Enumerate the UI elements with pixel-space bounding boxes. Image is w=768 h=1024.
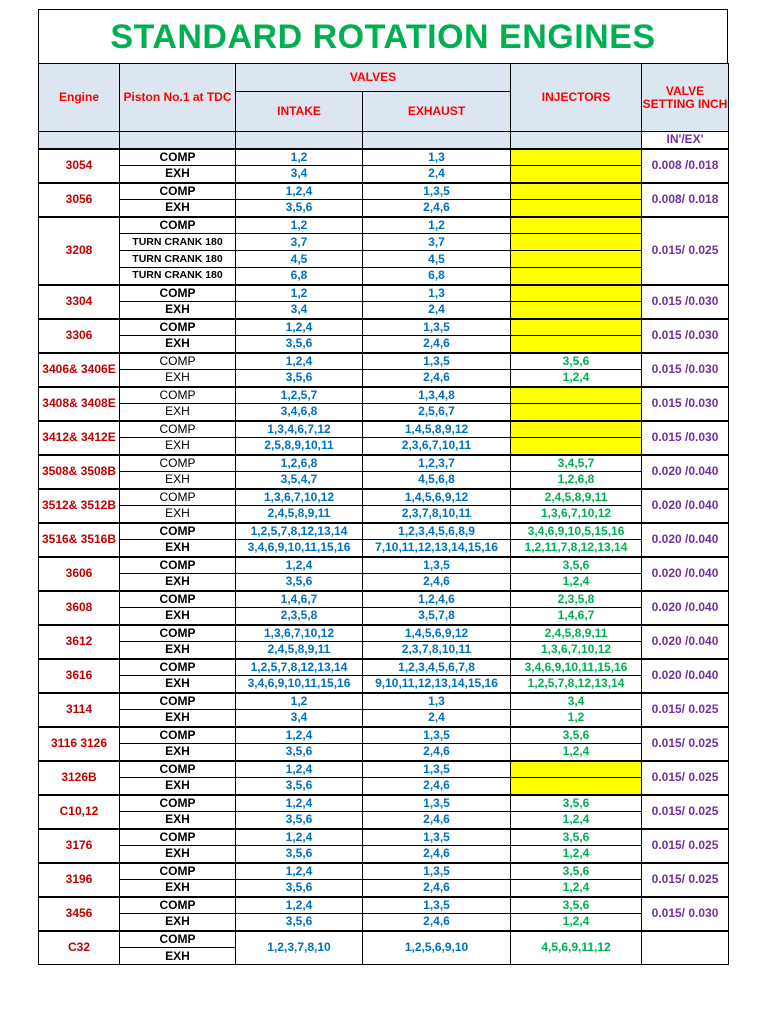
injector-cylinders: 1,2,6,8 [511,472,642,489]
table-row [39,846,729,863]
injector-cylinders [511,387,642,404]
intake-cylinders: 2,4,5,8,9,11 [236,642,363,659]
exhaust-cylinders: 1,3 [363,285,511,302]
exhaust-cylinders: 1,3,5 [363,897,511,914]
exhaust-cylinders: 2,4,6 [363,846,511,863]
injector-cylinders: 1,2,5,7,8,12,13,14 [511,676,642,693]
piston-position: COMP [120,421,236,438]
table-row [39,693,729,710]
piston-position: COMP [120,591,236,608]
exhaust-cylinders: 4,5 [363,251,511,268]
table-row [39,200,729,217]
injector-cylinders [511,149,642,166]
valve-setting: 0.008/ 0.018 [642,183,729,217]
exhaust-cylinders: 1,3,5 [363,863,511,880]
intake-cylinders: 2,4,5,8,9,11 [236,506,363,523]
table-row [39,931,729,948]
engine-name: 3056 [39,183,120,217]
injector-cylinders: 3,4,6,9,10,11,15,16 [511,659,642,676]
valve-setting: 0.015/ 0.025 [642,863,729,897]
exhaust-cylinders: 1,3,4,8 [363,387,511,404]
exhaust-cylinders: 1,4,5,8,9,12 [363,421,511,438]
intake-cylinders: 1,2,4 [236,353,363,370]
piston-position: COMP [120,455,236,472]
exhaust-cylinders: 1,3,5 [363,761,511,778]
valve-setting: 0.015 /0.030 [642,285,729,319]
table-row [39,319,729,336]
table-row [39,353,729,370]
valve-setting: 0.015 /0.030 [642,319,729,353]
piston-position: EXH [120,676,236,693]
piston-position: TURN CRANK 180 [120,251,236,268]
exhaust-cylinders: 1,3,5 [363,829,511,846]
table-row [39,744,729,761]
piston-position: TURN CRANK 180 [120,268,236,285]
injectors-cells: 4,5,6,9,11,12 [511,931,642,965]
table-row [39,234,729,251]
header-injectors: INJECTORS [511,64,642,132]
exhaust-cylinders: 7,10,11,12,13,14,15,16 [363,540,511,557]
exhaust-cylinders: 1,3 [363,693,511,710]
intake-cylinders: 3,7 [236,234,363,251]
intake-cylinders: 1,2,5,7 [236,387,363,404]
header-engine: Engine [39,64,120,132]
table-row [39,591,729,608]
injector-cylinders: 3,5,6 [511,829,642,846]
table-row [39,404,729,421]
table-row [39,489,729,506]
piston-position: EXH [120,914,236,931]
exhaust-cylinders: 1,3,5 [363,319,511,336]
table-row [39,676,729,693]
engine-name: 3612 [39,625,120,659]
table-row [39,268,729,285]
intake-cylinders: 1,2,4 [236,727,363,744]
piston-position: EXH [120,608,236,625]
piston-position: COMP [120,149,236,166]
injector-cylinders [511,778,642,795]
injector-cylinders [511,302,642,319]
table-row [39,608,729,625]
valve-setting: 0.020 /0.040 [642,625,729,659]
table-row [39,863,729,880]
exhaust-cylinders: 2,5,6,7 [363,404,511,421]
injector-cylinders: 1,2,4 [511,744,642,761]
piston-position: EXH [120,574,236,591]
engine-name: 3304 [39,285,120,319]
piston-position: EXH [120,200,236,217]
injector-cylinders [511,761,642,778]
injector-cylinders: 3,5,6 [511,557,642,574]
intake-cylinders: 3,5,6 [236,778,363,795]
valve-setting: 0.020 /0.040 [642,523,729,557]
injector-cylinders: 1,2,4 [511,812,642,829]
intake-cylinders: 3,4,6,9,10,11,15,16 [236,676,363,693]
exhaust-cylinders: 1,2,4,6 [363,591,511,608]
intake-cylinders: 3,5,6 [236,846,363,863]
piston-position: EXH [120,166,236,183]
injector-cylinders [511,285,642,302]
valve-setting: 0.008 /0.018 [642,149,729,183]
engine-name: 3606 [39,557,120,591]
table-row [39,710,729,727]
intake-cylinders: 3,5,4,7 [236,472,363,489]
table-row [39,523,729,540]
valve-setting: 0.015/ 0.025 [642,829,729,863]
intake-cylinders: 3,5,6 [236,744,363,761]
exhaust-cylinders: 2,4,6 [363,744,511,761]
intake-cylinders: 3,5,6 [236,370,363,387]
injector-cylinders [511,268,642,285]
piston-position: EXH [120,880,236,897]
table-row [39,149,729,166]
engine-name: 3054 [39,149,120,183]
table-row [39,438,729,455]
injector-cylinders [511,438,642,455]
injector-cylinders: 3,5,6 [511,863,642,880]
injector-cylinders: 3,5,6 [511,353,642,370]
intake-cylinders: 1,2 [236,285,363,302]
piston-position: EXH [120,744,236,761]
piston-position: COMP [120,523,236,540]
intake-cylinders: 3,4 [236,166,363,183]
table-row [39,727,729,744]
intake-cylinders: 3,5,6 [236,914,363,931]
table-row [39,914,729,931]
intake-cylinders: 1,2,4 [236,183,363,200]
piston-position: EXH [120,404,236,421]
exhaust-cylinders: 2,3,7,8,10,11 [363,506,511,523]
intake-cylinders: 1,2 [236,217,363,234]
piston-position: EXH [120,812,236,829]
table-row [39,506,729,523]
intake-cylinders: 1,3,6,7,10,12 [236,625,363,642]
intake-cylinders: 1,2,4 [236,795,363,812]
rotation-table [38,63,729,965]
exhaust-cylinders: 1,3,5 [363,183,511,200]
intake-cylinders: 3,4 [236,302,363,319]
engine-name: 3456 [39,897,120,931]
valve-setting: 0.015/ 0.025 [642,795,729,829]
intake-cylinders: 1,3,6,7,10,12 [236,489,363,506]
intake-cells: 1,2,3,7,8,10 [236,931,363,965]
valve-setting: 0.015/ 0.025 [642,761,729,795]
engine-name: 3114 [39,693,120,727]
intake-cylinders: 3,5,6 [236,574,363,591]
exhaust-cylinders: 1,3,5 [363,727,511,744]
intake-cylinders: 2,5,8,9,10,11 [236,438,363,455]
table-row [39,659,729,676]
table-row [39,642,729,659]
table-row [39,455,729,472]
engine-name: 3176 [39,829,120,863]
engine-name: 3196 [39,863,120,897]
valve-setting [642,931,729,965]
piston-position: COMP [120,217,236,234]
intake-cylinders: 3,5,6 [236,812,363,829]
table-row [39,897,729,914]
table-row [39,778,729,795]
piston-position: COMP [120,795,236,812]
piston-position: COMP [120,285,236,302]
intake-cylinders: 6,8 [236,268,363,285]
piston-position: COMP [120,659,236,676]
intake-cylinders: 1,2,4 [236,761,363,778]
piston-position: EXH [120,948,236,965]
injector-cylinders [511,234,642,251]
valve-setting: 0.015/ 0.025 [642,693,729,727]
header-valve-setting: VALVE SETTING INCH [642,64,729,132]
engine-name: 3406& 3406E [39,353,120,387]
injector-cylinders: 1,2,4 [511,914,642,931]
table-row [39,302,729,319]
table-row [39,421,729,438]
page-title: STANDARD ROTATION ENGINES [38,9,728,63]
exhaust-cylinders: 3,5,7,8 [363,608,511,625]
engine-name: 3116 3126 [39,727,120,761]
piston-position: COMP [120,693,236,710]
exhaust-cylinders: 2,3,6,7,10,11 [363,438,511,455]
injector-cylinders [511,319,642,336]
table-row [39,251,729,268]
injector-cylinders [511,421,642,438]
piston-position: EXH [120,302,236,319]
valve-setting: 0.020 /0.040 [642,557,729,591]
valve-setting: 0.020 /0.040 [642,591,729,625]
engine-name: 3616 [39,659,120,693]
engine-name: 3608 [39,591,120,625]
exhaust-cylinders: 2,4,6 [363,370,511,387]
intake-cylinders: 3,4 [236,710,363,727]
intake-cylinders: 1,4,6,7 [236,591,363,608]
piston-position: COMP [120,183,236,200]
exhaust-cylinders: 1,3,5 [363,557,511,574]
injector-cylinders: 3,5,6 [511,795,642,812]
valve-setting: 0.015 /0.030 [642,387,729,421]
engine-name: 3208 [39,217,120,285]
injector-cylinders: 2,4,5,8,9,11 [511,625,642,642]
exhaust-cylinders: 6,8 [363,268,511,285]
intake-cylinders: 1,2,4 [236,829,363,846]
piston-position: EXH [120,710,236,727]
intake-cylinders: 1,2,5,7,8,12,13,14 [236,659,363,676]
table-row [39,557,729,574]
intake-cylinders: 1,2,6,8 [236,455,363,472]
intake-cylinders: 2,3,5,8 [236,608,363,625]
header-intake: INTAKE [236,92,363,132]
exhaust-cylinders: 2,4 [363,710,511,727]
piston-position: EXH [120,438,236,455]
intake-cylinders: 1,2,5,7,8,12,13,14 [236,523,363,540]
table-row [39,574,729,591]
table-row [39,761,729,778]
injector-cylinders [511,336,642,353]
engine-name: 3408& 3408E [39,387,120,421]
exhaust-cylinders: 1,2,3,4,5,6,8,9 [363,523,511,540]
exhaust-cylinders: 2,4,6 [363,778,511,795]
exhaust-cylinders: 2,4 [363,166,511,183]
injector-cylinders: 1,2,4 [511,846,642,863]
piston-position: EXH [120,370,236,387]
exhaust-cylinders: 1,2 [363,217,511,234]
engine-name: 3512& 3512B [39,489,120,523]
header-piston: Piston No.1 at TDC [120,64,236,132]
injector-cylinders [511,404,642,421]
injector-cylinders: 1,2,4 [511,880,642,897]
piston-position: EXH [120,540,236,557]
engine-name: 3126B [39,761,120,795]
injector-cylinders: 1,2,4 [511,370,642,387]
table-row [39,217,729,234]
table-row [39,285,729,302]
injector-cylinders: 3,5,6 [511,727,642,744]
table-row [39,370,729,387]
valve-setting: 0.020 /0.040 [642,455,729,489]
exhaust-cylinders: 1,4,5,6,9,12 [363,625,511,642]
intake-cylinders: 1,2,4 [236,319,363,336]
exhaust-cells: 1,2,5,6,9,10 [363,931,511,965]
table-row [39,625,729,642]
table-row [39,795,729,812]
intake-cylinders: 1,2 [236,149,363,166]
piston-position: COMP [120,931,236,948]
exhaust-cylinders: 2,4,6 [363,812,511,829]
injector-cylinders: 2,3,5,8 [511,591,642,608]
engine-name: 3516& 3516B [39,523,120,557]
injector-cylinders: 1,3,6,7,10,12 [511,506,642,523]
valve-setting: 0.015/ 0.025 [642,217,729,285]
exhaust-cylinders: 1,3 [363,149,511,166]
injector-cylinders [511,217,642,234]
injector-cylinders [511,166,642,183]
table-row [39,472,729,489]
engine-name: 3412& 3412E [39,421,120,455]
valve-setting: 0.015/ 0.030 [642,897,729,931]
valve-setting-sheet [38,9,728,965]
header-in-ex: IN'/EX' [642,132,729,149]
table-row [39,183,729,200]
piston-position: EXH [120,778,236,795]
piston-position: COMP [120,863,236,880]
table-row [39,812,729,829]
header-exhaust: EXHAUST [363,92,511,132]
piston-position: COMP [120,387,236,404]
piston-position: EXH [120,472,236,489]
piston-position: EXH [120,846,236,863]
intake-cylinders: 1,2,4 [236,863,363,880]
exhaust-cylinders: 2,4,6 [363,336,511,353]
table-row [39,336,729,353]
piston-position: EXH [120,506,236,523]
exhaust-cylinders: 2,4,6 [363,880,511,897]
intake-cylinders: 3,5,6 [236,336,363,353]
exhaust-cylinders: 1,2,3,4,5,6,7,8 [363,659,511,676]
injector-cylinders: 1,4,6,7 [511,608,642,625]
header-valves: VALVES [236,64,511,92]
piston-position: COMP [120,319,236,336]
intake-cylinders: 4,5 [236,251,363,268]
injector-cylinders: 1,3,6,7,10,12 [511,642,642,659]
intake-cylinders: 1,2 [236,693,363,710]
valve-setting: 0.015 /0.030 [642,421,729,455]
intake-cylinders: 3,4,6,9,10,11,15,16 [236,540,363,557]
valve-setting: 0.015 /0.030 [642,353,729,387]
exhaust-cylinders: 4,5,6,8 [363,472,511,489]
engine-name: 3508& 3508B [39,455,120,489]
exhaust-cylinders: 2,4,6 [363,574,511,591]
exhaust-cylinders: 2,4,6 [363,200,511,217]
table-row [39,387,729,404]
piston-position: COMP [120,897,236,914]
injector-cylinders: 3,4,5,7 [511,455,642,472]
exhaust-cylinders: 3,7 [363,234,511,251]
exhaust-cylinders: 1,2,3,7 [363,455,511,472]
injector-cylinders: 3,4 [511,693,642,710]
intake-cylinders: 3,4,6,8 [236,404,363,421]
valve-setting: 0.015/ 0.025 [642,727,729,761]
intake-cylinders: 3,5,6 [236,200,363,217]
intake-cylinders: 1,2,4 [236,897,363,914]
exhaust-cylinders: 1,3,5 [363,795,511,812]
injector-cylinders [511,200,642,217]
injector-cylinders: 3,5,6 [511,897,642,914]
exhaust-cylinders: 2,4,6 [363,914,511,931]
table-row [39,166,729,183]
piston-position: COMP [120,761,236,778]
injector-cylinders: 2,4,5,8,9,11 [511,489,642,506]
piston-position: TURN CRANK 180 [120,234,236,251]
injector-cylinders: 1,2 [511,710,642,727]
piston-position: COMP [120,727,236,744]
piston-position: EXH [120,336,236,353]
intake-cylinders: 3,5,6 [236,880,363,897]
table-row [39,880,729,897]
injector-cylinders: 1,2,11,7,8,12,13,14 [511,540,642,557]
exhaust-cylinders: 1,4,5,6,9,12 [363,489,511,506]
exhaust-cylinders: 2,3,7,8,10,11 [363,642,511,659]
table-row [39,829,729,846]
exhaust-cylinders: 9,10,11,12,13,14,15,16 [363,676,511,693]
injector-cylinders [511,183,642,200]
valve-setting: 0.020 /0.040 [642,489,729,523]
injector-cylinders [511,251,642,268]
injector-cylinders: 1,2,4 [511,574,642,591]
engine-name: C32 [39,931,120,965]
engine-name: 3306 [39,319,120,353]
piston-position: COMP [120,353,236,370]
intake-cylinders: 1,2,4 [236,557,363,574]
piston-position: COMP [120,625,236,642]
table-row [39,540,729,557]
exhaust-cylinders: 2,4 [363,302,511,319]
piston-position: COMP [120,829,236,846]
valve-setting: 0.020 /0.040 [642,659,729,693]
piston-position: COMP [120,489,236,506]
piston-position: COMP [120,557,236,574]
exhaust-cylinders: 1,3,5 [363,353,511,370]
piston-position: EXH [120,642,236,659]
intake-cylinders: 1,3,4,6,7,12 [236,421,363,438]
injector-cylinders: 3,4,6,9,10,5,15,16 [511,523,642,540]
engine-name: C10,12 [39,795,120,829]
